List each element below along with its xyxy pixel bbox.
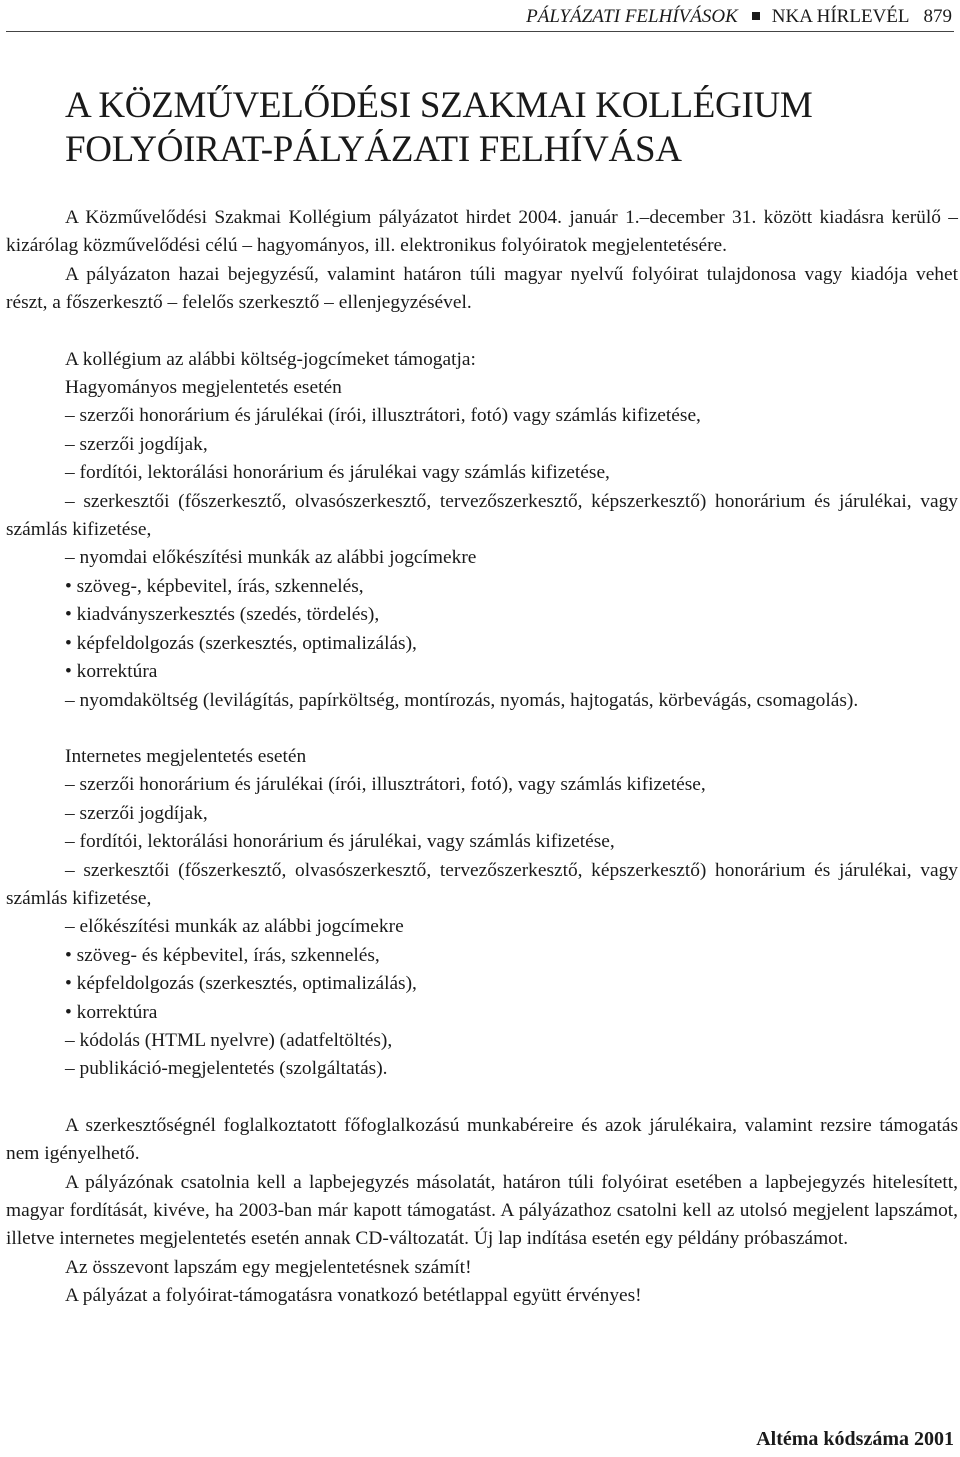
closing-paragraph: A pályázat a folyóirat-támogatásra vonatkozó betétlappal együtt érvényes!	[65, 1285, 642, 1307]
list-item: – szerkesztői (főszerkesztő, olvasószerkesztő, tervezőszerkesztő, képszerkesztő) honorárium és járulékai, vagy számlás kifizetése,	[6, 859, 958, 909]
internet-heading: Internetes megjelentetés esetén	[65, 745, 307, 767]
bullet-item: • kiadványszerkesztés (szedés, tördelés),	[65, 604, 380, 626]
list-item: – publikáció-megjelentetés (szolgáltatás).	[65, 1058, 388, 1080]
article-body	[6, 204, 958, 1311]
bullet-item: • korrektúra	[65, 661, 158, 683]
subtopic-code: Altéma kódszáma 2001	[756, 1428, 954, 1450]
list-item: – fordítói, lektorálási honorárium és járulékai vagy számlás kifizetése,	[65, 462, 610, 484]
page-header	[0, 0, 960, 32]
traditional-heading: Hagyományos megjelentetés esetén	[65, 377, 342, 399]
list-item: – előkészítési munkák az alábbi jogcímekre	[65, 916, 404, 938]
header-divider	[6, 31, 954, 32]
intro-paragraph: A Közművelődési Szakmai Kollégium pályázatot hirdet 2004. január 1.–december 31. között kiadásra kerülő – kizárólag közművelődési célú – hagyományos, ill. elektronikus folyóiratok megjelentetésére.	[6, 207, 958, 257]
bullet-item: • szöveg- és képbevitel, írás, szkennelés,	[65, 944, 380, 966]
list-item: – szerzői honorárium és járulékai (írói, illusztrátori, fotó) vagy számlás kifizetése,	[65, 405, 701, 427]
publication-name: NKA HÍRLEVÉL	[771, 6, 910, 27]
list-item: – nyomdaköltség (levilágítás, papírköltség, montírozás, nyomás, hajtogatás, körbevágás, csomagolás).	[65, 689, 859, 711]
list-item: – kódolás (HTML nyelvre) (adatfeltöltés),	[65, 1029, 393, 1051]
list-item: – fordítói, lektorálási honorárium és járulékai, vagy számlás kifizetése,	[65, 831, 615, 853]
list-item: – szerzői jogdíjak,	[65, 802, 208, 824]
intro-paragraph: A pályázaton hazai bejegyzésű, valamint határon túli magyar nyelvű folyóirat tulajdonosa vagy kiadója vehet részt, a főszerkesztő – felelős szerkesztő – ellenjegyzésével.	[6, 263, 958, 314]
bullet-item: • szöveg-, képbevitel, írás, szkennelés,	[65, 575, 364, 597]
list-item: – szerzői honorárium és járulékai (írói, illusztrátori, fotó), vagy számlás kifizetése,	[65, 774, 706, 796]
list-item: – szerkesztői (főszerkesztő, olvasószerkesztő, tervezőszerkesztő, képszerkesztő) honorárium és járulékai, vagy számlás kifizetése,	[6, 490, 958, 541]
list-item: – nyomdai előkészítési munkák az alábbi jogcímekre	[65, 547, 477, 569]
bullet-item: • képfeldolgozás (szerkesztés, optimalizálás),	[65, 632, 417, 654]
list-item: – szerzői jogdíjak,	[65, 433, 208, 455]
cost-intro: A kollégium az alábbi költség-jogcímeket támogatja:	[65, 348, 476, 370]
square-bullet-icon	[752, 12, 760, 20]
bullet-item: • korrektúra	[65, 1001, 158, 1023]
page-number: 879	[923, 6, 952, 27]
section-name: PÁLYÁZATI FELHÍVÁSOK	[526, 6, 738, 27]
spacer	[6, 715, 958, 743]
spacer	[6, 318, 958, 346]
spacer	[6, 1084, 958, 1112]
closing-paragraph: A pályázónak csatolnia kell a lapbejegyzés másolatát, határon túli folyóirat esetében a lapbejegyzés hitelesített, magyar fordítását, kivéve, ha 2003-ban már kapott támogatást. A pályázathoz csatolni kell az utolsó megjelent lapszámot, illetve internetes megjelentetés esetén annak CD-változatát. Új lap indítása esetén egy példány próbaszámot.	[6, 1171, 958, 1250]
closing-paragraph: Az összevont lapszám egy megjelentetésnek számít!	[65, 1256, 472, 1278]
running-head	[526, 6, 952, 28]
closing-paragraph: A szerkesztőségnél foglalkoztatott főfoglalkozású munkabéreire és azok járulékaira, valamint rezsire támogatás nem igényelhető.	[6, 1114, 958, 1165]
bullet-item: • képfeldolgozás (szerkesztés, optimalizálás),	[65, 973, 417, 995]
page-title	[65, 84, 935, 172]
title-line-1: A KÖZMŰVELŐDÉSI SZAKMAI KOLLÉGIUM	[65, 85, 813, 126]
title-line-2: FOLYÓIRAT-PÁLYÁZATI FELHÍVÁSA	[65, 129, 682, 170]
